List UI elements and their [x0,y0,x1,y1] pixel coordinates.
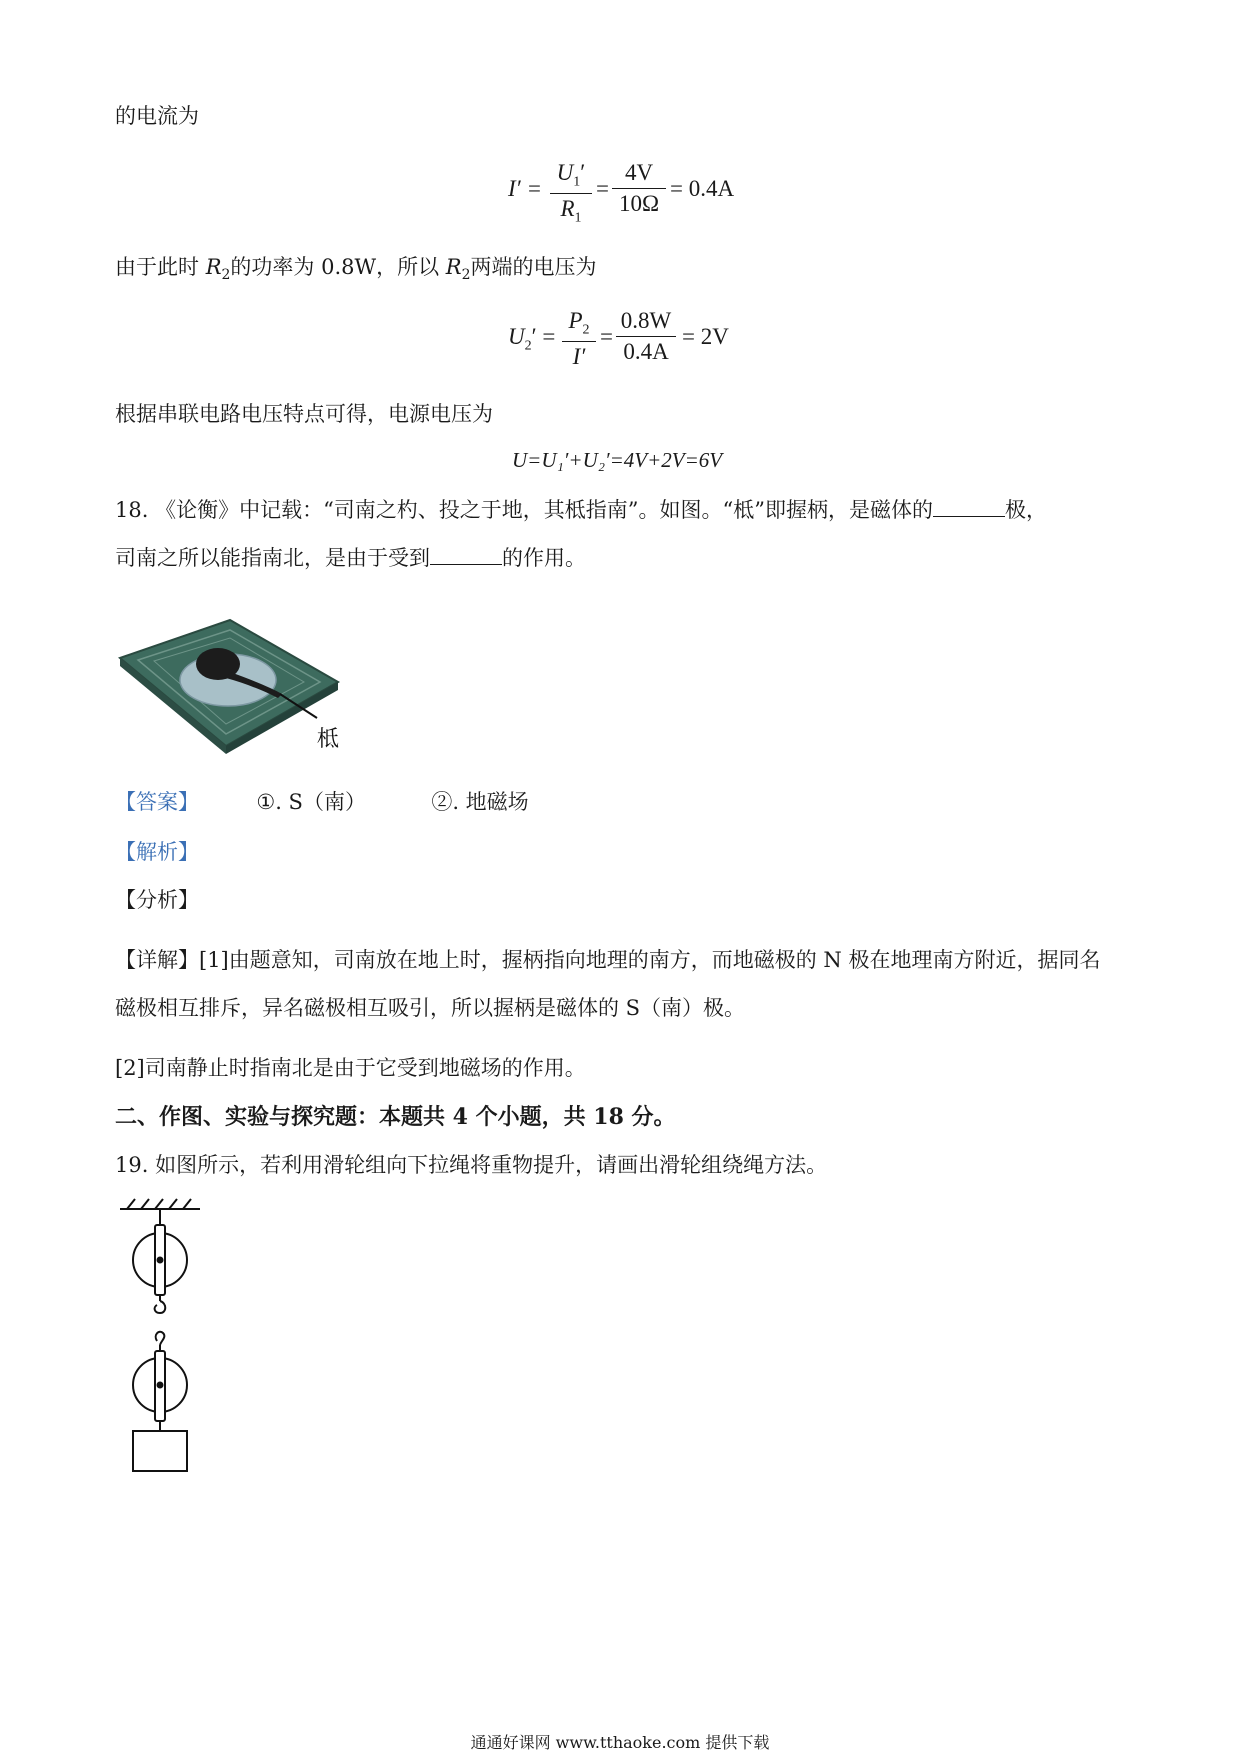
q18-blank-1 [933,498,1005,517]
text-power-line: 由于此时 $R_2$的功率为 0.8W，所以 $R_2$两端的电压为 [115,255,597,284]
eq2-rhs: = 2V [682,324,729,349]
sinan-figure [112,600,352,760]
detail-line-1: 【详解】[1]由题意知，司南放在地上时，握柄指向地理的南方，而地磁极的 N 极在地理南方附近，据同名 [115,948,1101,972]
detail-line-2: 磁极相互排斥，异名磁极相互吸引，所以握柄是磁体的 S（南）极。 [115,996,746,1020]
fixed-pulley [133,1209,187,1313]
answer-tag: 【答案】 [115,790,199,814]
answer-1: ①. S（南） [256,790,366,814]
q18-line1: 18. 《论衡》中记载：“司南之杓、投之于地，其柢指南”。如图。“柢”即握柄，是磁体的 极， [115,498,1048,522]
text-series-line: 根据串联电路电压特点可得，电源电压为 [115,402,493,426]
detail-line-3: [2]司南静止时指南北是由于它受到地磁场的作用。 [115,1056,586,1080]
ceiling-mount [120,1199,200,1209]
eq1-fraction-numeric: $\frac{4V}{10\Omega}$ [612,160,666,217]
q18-line2: 司南之所以能指南北，是由于受到 的作用。 [115,546,586,570]
weight-block [133,1431,187,1471]
movable-pulley [133,1332,187,1431]
eq1-rhs: = 0.4A [670,176,735,201]
eq2-fraction-symbolic: $\frac{P_2}{I'}$ [562,308,596,370]
analysis-tag: 【解析】 [115,840,199,864]
text-current-label: 的电流为 [115,104,199,128]
answer-line [115,790,529,815]
answer-2: ②. 地磁场 [431,790,529,814]
fig-label-di: 柢 [317,727,340,752]
sinan-plate [120,620,338,754]
section-heading: 二、作图、实验与探究题：本题共 4 个小题，共 18 分。 [115,1104,676,1130]
eq1-equals: = [596,176,609,201]
pulley-figure [115,1195,215,1475]
eq1-lhs: I′ = [508,176,542,201]
footer-source: 通通好课网 www.tthaoke.com 提供下载 [470,1733,770,1752]
fenxi-tag: 【分析】 [115,888,199,912]
eq2-equals: = [600,324,613,349]
q19-text: 19. 如图所示，若利用滑轮组向下拉绳将重物提升，请画出滑轮组绕绳方法。 [115,1153,828,1177]
eq1-fraction-symbolic: $\frac{U_1'}{R_1}$ [550,160,592,226]
eq2-fraction-numeric: $\frac{0.8W}{0.4A}$ [616,308,676,365]
q18-blank-2 [430,546,502,565]
equation-supply-voltage: U=U₁′+U₂′=4V+2V=6V [512,448,723,472]
